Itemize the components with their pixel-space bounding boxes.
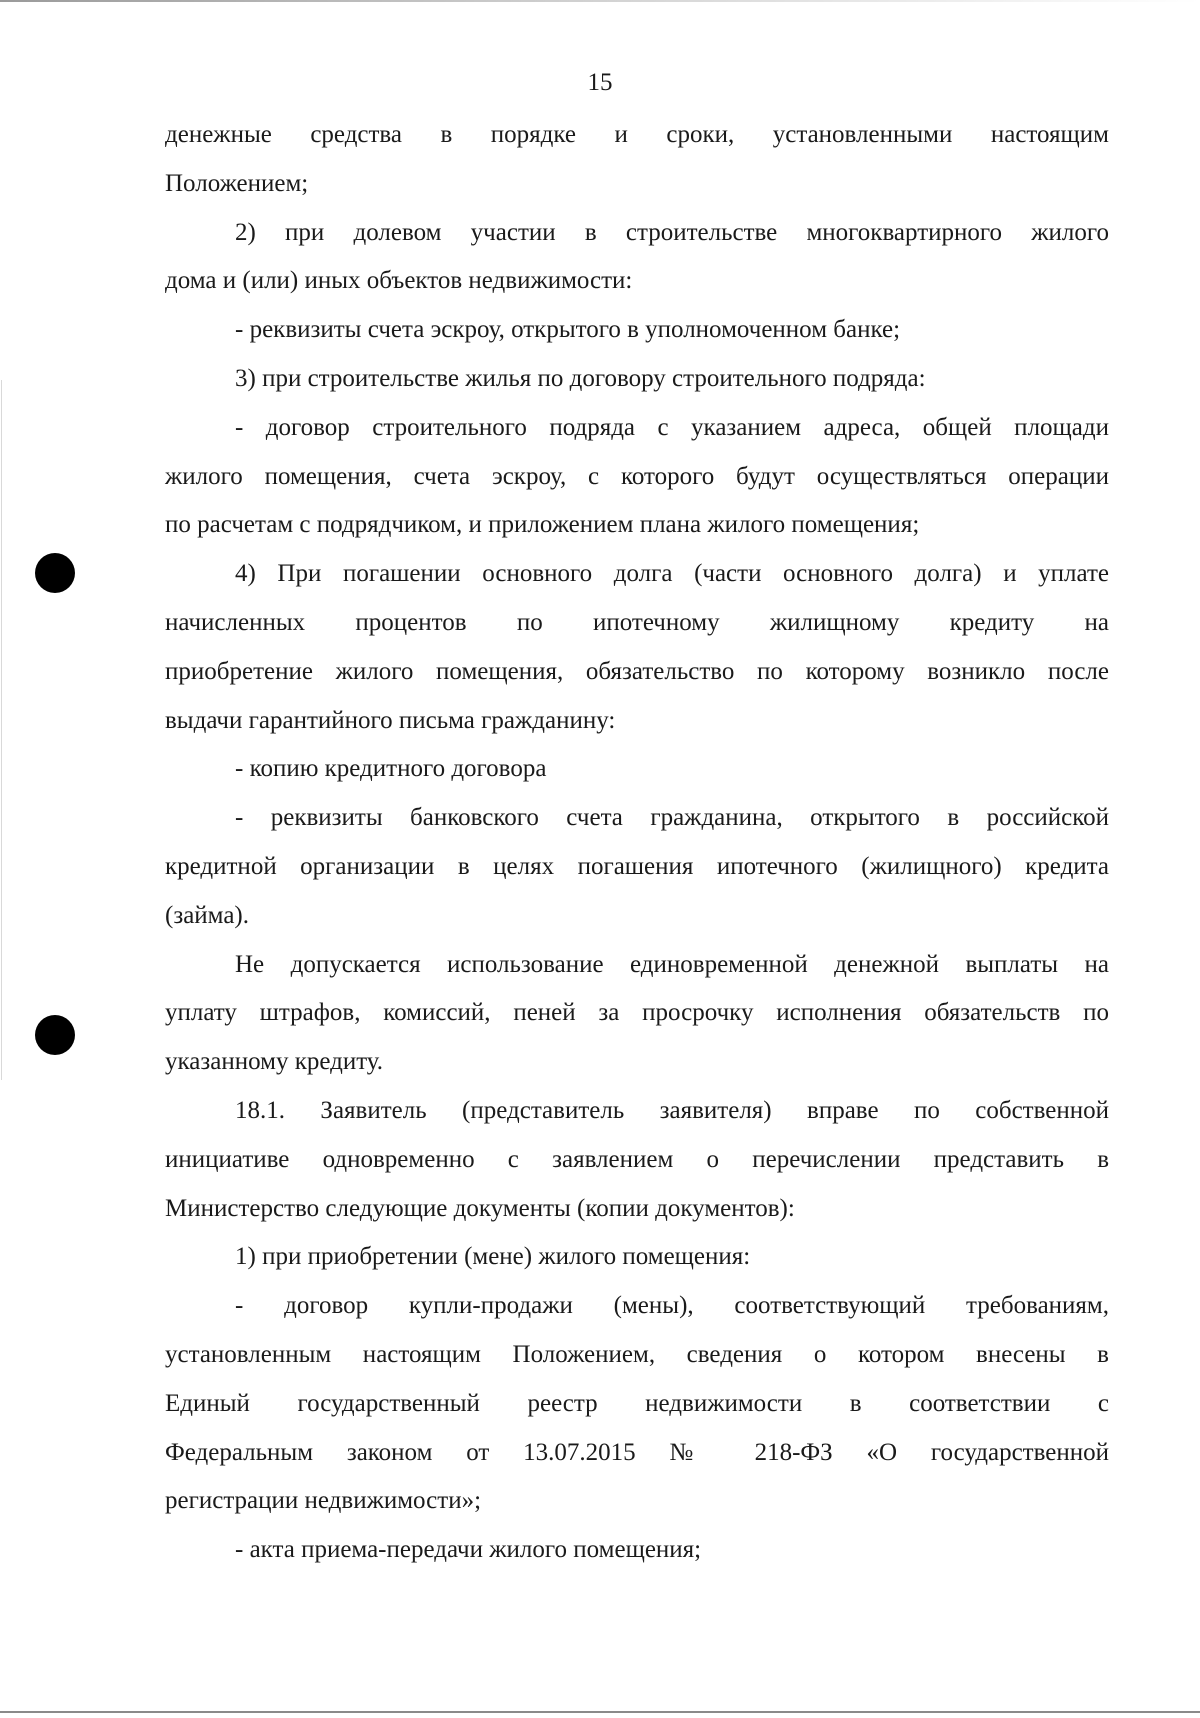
text-line: дома и (или) иных объектов недвижимости: [165, 267, 633, 295]
text-line: 3) при строительстве жилья по договору строительного подряда: [235, 364, 926, 392]
text-line: Министерство следующие документы (копии документов): [165, 1194, 795, 1222]
text-line: выдачи гарантийного письма гражданину: [165, 706, 616, 734]
text-line: (займа). [165, 901, 249, 929]
text-line: - реквизиты банковского счета гражданина, открытого в российской [235, 804, 1109, 832]
text-line: Федеральным законом от 13.07.2015 № 218-ФЗ «О государственной [165, 1438, 1109, 1466]
scan-edge-top [0, 0, 1200, 2]
text-line: регистрации недвижимости»; [165, 1487, 482, 1515]
scan-edge-bottom [0, 1711, 1200, 1713]
text-line: - акта приема-передачи жилого помещения; [235, 1536, 702, 1564]
text-line: 4) При погашении основного долга (части основного долга) и уплате [235, 560, 1109, 588]
page-number: 15 [587, 69, 613, 96]
text-line: начисленных процентов по ипотечному жилищному кредиту на [165, 608, 1109, 636]
text-line: кредитной организации в целях погашения ипотечного (жилищного) кредита [165, 852, 1109, 880]
text-line: 18.1. Заявитель (представитель заявителя) вправе по собственной [235, 1096, 1109, 1124]
text-line: 1) при приобретении (мене) жилого помещения: [235, 1243, 751, 1271]
text-line: инициативе одновременно с заявлением о перечислении представить в [165, 1145, 1109, 1173]
text-line: приобретение жилого помещения, обязательство по которому возникло после [165, 657, 1109, 685]
document-body [165, 111, 1109, 1575]
text-line: уплату штрафов, комиссий, пеней за просрочку исполнения обязательств по [165, 999, 1109, 1027]
text-line: установленным настоящим Положением, сведения о котором внесены в [165, 1340, 1109, 1368]
text-line: Единый государственный реестр недвижимости в соответствии с [165, 1389, 1109, 1417]
text-line: денежные средства в порядке и сроки, установленными настоящим [165, 121, 1109, 148]
text-line: - реквизиты счета эскроу, открытого в уполномоченном банке; [235, 316, 901, 344]
text-line: Положением; [165, 169, 309, 197]
text-line: по расчетам с подрядчиком, и приложением плана жилого помещения; [165, 511, 920, 539]
text-line: жилого помещения, счета эскроу, с которого будут осуществляться операции [165, 462, 1109, 490]
scan-edge-left [1, 380, 2, 1080]
punch-hole-mark [35, 1015, 75, 1055]
text-line: указанному кредиту. [165, 1048, 384, 1076]
text-line: Не допускается использование единовременной денежной выплаты на [235, 950, 1109, 978]
punch-hole-mark [35, 553, 75, 593]
text-line: - договор купли-продажи (мены), соответствующий требованиям, [235, 1292, 1109, 1320]
text-line: 2) при долевом участии в строительстве многоквартирного жилого [235, 218, 1109, 246]
text-line: - договор строительного подряда с указанием адреса, общей площади [235, 413, 1109, 441]
text-line: - копию кредитного договора [235, 755, 547, 783]
